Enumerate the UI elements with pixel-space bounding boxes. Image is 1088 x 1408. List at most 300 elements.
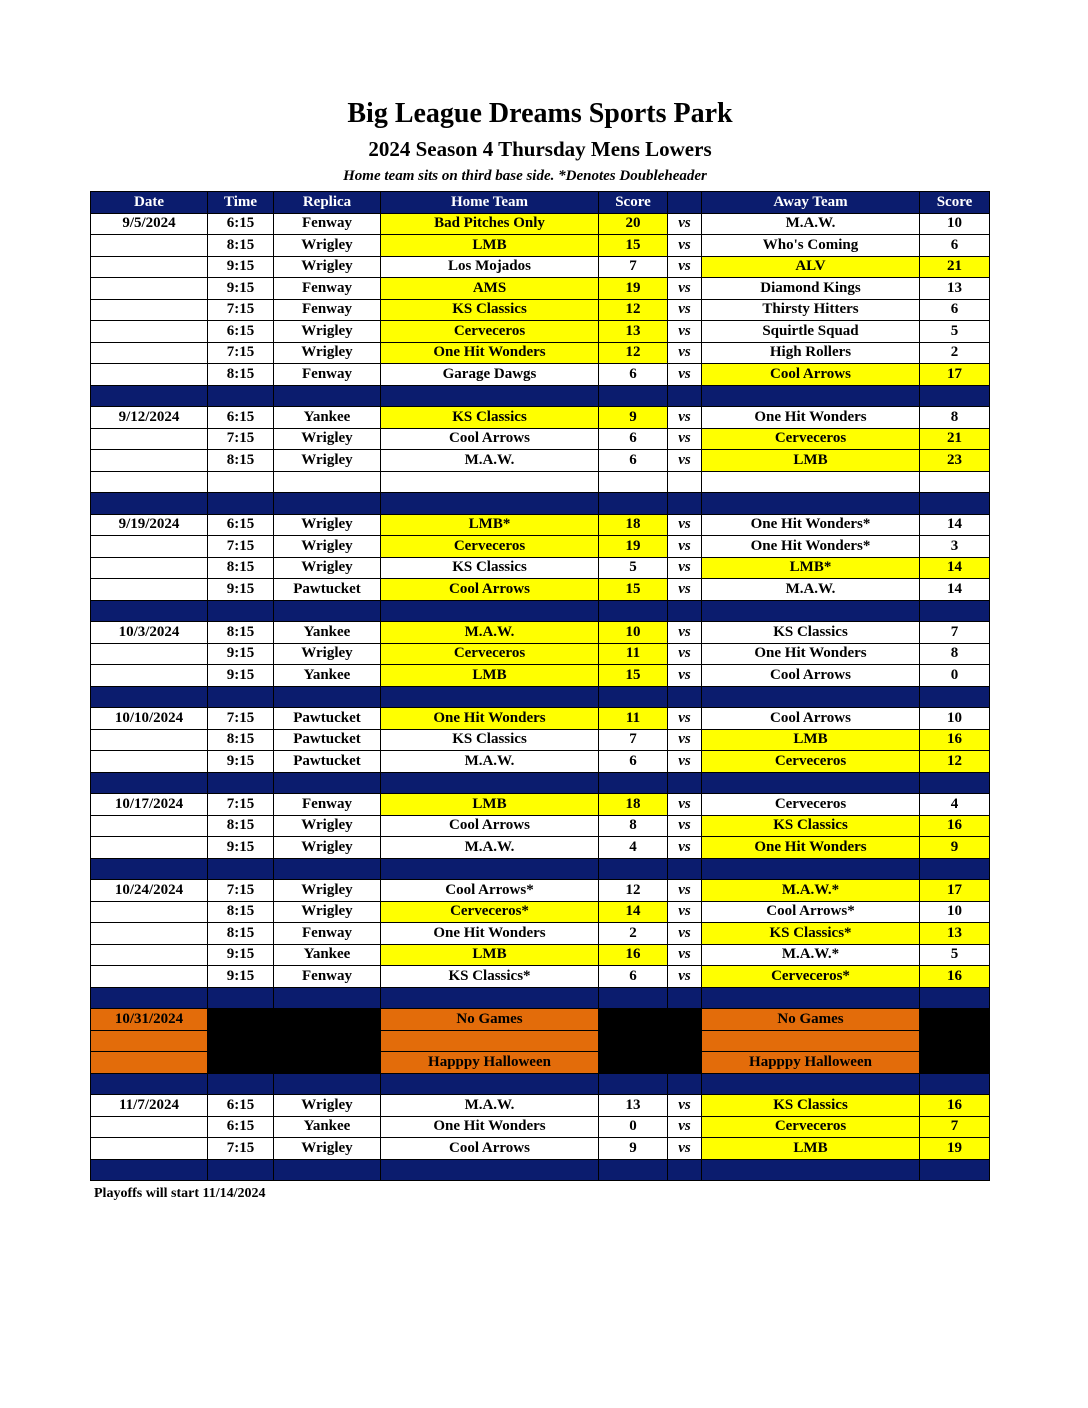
closed-cell bbox=[274, 1009, 381, 1031]
away-score: 3 bbox=[920, 536, 990, 558]
game-time: 9:15 bbox=[208, 966, 274, 988]
separator-cell bbox=[91, 1073, 208, 1095]
game-time: 7:15 bbox=[208, 708, 274, 730]
vs-label: vs bbox=[668, 815, 702, 837]
away-team: Thirsty Hitters bbox=[702, 299, 920, 321]
closed-cell bbox=[599, 1052, 668, 1074]
date-cell bbox=[91, 536, 208, 558]
away-team: LMB bbox=[702, 1138, 920, 1160]
vs-label: vs bbox=[668, 643, 702, 665]
date-cell bbox=[91, 815, 208, 837]
schedule-body bbox=[91, 213, 990, 1181]
separator-cell bbox=[274, 600, 381, 622]
home-score: 11 bbox=[599, 643, 668, 665]
home-team: M.A.W. bbox=[381, 751, 599, 773]
home-score: 0 bbox=[599, 1116, 668, 1138]
closed-cell bbox=[668, 1009, 702, 1031]
game-time: 6:15 bbox=[208, 407, 274, 429]
separator-cell bbox=[208, 493, 274, 515]
field-replica: Wrigley bbox=[274, 450, 381, 472]
game-row bbox=[91, 729, 990, 751]
away-team: Cool Arrows bbox=[702, 708, 920, 730]
game-time: 8:15 bbox=[208, 901, 274, 923]
game-row bbox=[91, 342, 990, 364]
closed-cell bbox=[208, 1052, 274, 1074]
field-replica: Pawtucket bbox=[274, 729, 381, 751]
game-row bbox=[91, 966, 990, 988]
field-replica: Wrigley bbox=[274, 321, 381, 343]
away-score: 4 bbox=[920, 794, 990, 816]
separator-cell bbox=[599, 772, 668, 794]
holiday-home-label bbox=[381, 1030, 599, 1052]
away-score: 21 bbox=[920, 428, 990, 450]
col-header-home-score: Score bbox=[599, 192, 668, 214]
separator-cell bbox=[599, 493, 668, 515]
away-score: 8 bbox=[920, 643, 990, 665]
date-cell bbox=[91, 729, 208, 751]
separator-cell bbox=[381, 1073, 599, 1095]
field-replica: Fenway bbox=[274, 794, 381, 816]
separator-cell bbox=[208, 1073, 274, 1095]
home-team: KS Classics bbox=[381, 729, 599, 751]
game-time: 8:15 bbox=[208, 815, 274, 837]
home-team: KS Classics bbox=[381, 557, 599, 579]
separator-cell bbox=[274, 1159, 381, 1181]
vs-label: vs bbox=[668, 729, 702, 751]
game-time: 7:15 bbox=[208, 880, 274, 902]
separator-cell bbox=[91, 987, 208, 1009]
blank-cell bbox=[91, 471, 208, 493]
vs-label: vs bbox=[668, 1095, 702, 1117]
separator-cell bbox=[381, 987, 599, 1009]
separator-cell bbox=[381, 858, 599, 880]
separator-cell bbox=[668, 987, 702, 1009]
game-time: 6:15 bbox=[208, 213, 274, 235]
away-score: 16 bbox=[920, 966, 990, 988]
field-replica: Wrigley bbox=[274, 815, 381, 837]
game-row bbox=[91, 708, 990, 730]
game-time: 9:15 bbox=[208, 278, 274, 300]
field-replica: Wrigley bbox=[274, 514, 381, 536]
week-separator-row bbox=[91, 987, 990, 1009]
vs-label: vs bbox=[668, 665, 702, 687]
field-replica: Fenway bbox=[274, 923, 381, 945]
away-score: 6 bbox=[920, 299, 990, 321]
vs-label: vs bbox=[668, 1138, 702, 1160]
game-time: 9:15 bbox=[208, 643, 274, 665]
away-score: 9 bbox=[920, 837, 990, 859]
vs-label: vs bbox=[668, 299, 702, 321]
vs-label: vs bbox=[668, 880, 702, 902]
home-score: 15 bbox=[599, 579, 668, 601]
away-team: One Hit Wonders bbox=[702, 643, 920, 665]
separator-cell bbox=[91, 493, 208, 515]
home-score: 9 bbox=[599, 1138, 668, 1160]
home-team: KS Classics bbox=[381, 299, 599, 321]
game-row bbox=[91, 1095, 990, 1117]
game-row bbox=[91, 1116, 990, 1138]
home-score: 18 bbox=[599, 794, 668, 816]
separator-cell bbox=[702, 493, 920, 515]
separator-cell bbox=[274, 493, 381, 515]
game-row bbox=[91, 514, 990, 536]
week-separator-row bbox=[91, 600, 990, 622]
away-team: Squirtle Squad bbox=[702, 321, 920, 343]
game-date: 11/7/2024 bbox=[91, 1095, 208, 1117]
separator-cell bbox=[208, 772, 274, 794]
game-row bbox=[91, 1138, 990, 1160]
week-separator-row bbox=[91, 858, 990, 880]
game-row bbox=[91, 256, 990, 278]
home-team: One Hit Wonders bbox=[381, 1116, 599, 1138]
date-cell bbox=[91, 278, 208, 300]
away-score: 12 bbox=[920, 751, 990, 773]
vs-label: vs bbox=[668, 235, 702, 257]
vs-label: vs bbox=[668, 901, 702, 923]
game-date: 10/3/2024 bbox=[91, 622, 208, 644]
away-score: 16 bbox=[920, 1095, 990, 1117]
separator-cell bbox=[381, 686, 599, 708]
away-score: 7 bbox=[920, 622, 990, 644]
game-row bbox=[91, 235, 990, 257]
home-team: LMB bbox=[381, 944, 599, 966]
game-time: 8:15 bbox=[208, 364, 274, 386]
away-score: 16 bbox=[920, 729, 990, 751]
game-row bbox=[91, 557, 990, 579]
home-score: 10 bbox=[599, 622, 668, 644]
holiday-row bbox=[91, 1052, 990, 1074]
field-replica: Pawtucket bbox=[274, 751, 381, 773]
home-score: 13 bbox=[599, 1095, 668, 1117]
field-replica: Wrigley bbox=[274, 1095, 381, 1117]
separator-cell bbox=[702, 686, 920, 708]
game-row bbox=[91, 428, 990, 450]
home-team: M.A.W. bbox=[381, 1095, 599, 1117]
playoffs-note: Playoffs will start 11/14/2024 bbox=[94, 1186, 266, 1201]
away-score: 17 bbox=[920, 880, 990, 902]
vs-label: vs bbox=[668, 557, 702, 579]
home-score: 6 bbox=[599, 364, 668, 386]
field-replica: Fenway bbox=[274, 966, 381, 988]
away-team: One Hit Wonders* bbox=[702, 536, 920, 558]
field-replica: Pawtucket bbox=[274, 708, 381, 730]
schedule-table bbox=[90, 191, 990, 1181]
field-replica: Wrigley bbox=[274, 1138, 381, 1160]
separator-cell bbox=[274, 772, 381, 794]
vs-label: vs bbox=[668, 923, 702, 945]
separator-cell bbox=[208, 1159, 274, 1181]
game-date: 10/10/2024 bbox=[91, 708, 208, 730]
separator-cell bbox=[920, 686, 990, 708]
away-team: KS Classics bbox=[702, 1095, 920, 1117]
date-cell bbox=[91, 643, 208, 665]
blank-cell bbox=[668, 471, 702, 493]
away-team: Cerveceros bbox=[702, 751, 920, 773]
home-team: Cool Arrows bbox=[381, 815, 599, 837]
game-date: 10/17/2024 bbox=[91, 794, 208, 816]
separator-cell bbox=[91, 1159, 208, 1181]
separator-cell bbox=[920, 1159, 990, 1181]
home-score: 11 bbox=[599, 708, 668, 730]
away-score: 19 bbox=[920, 1138, 990, 1160]
field-replica: Yankee bbox=[274, 944, 381, 966]
away-team: One Hit Wonders* bbox=[702, 514, 920, 536]
game-time: 9:15 bbox=[208, 751, 274, 773]
vs-label: vs bbox=[668, 837, 702, 859]
separator-cell bbox=[668, 600, 702, 622]
separator-cell bbox=[702, 1159, 920, 1181]
away-team: LMB* bbox=[702, 557, 920, 579]
field-replica: Yankee bbox=[274, 1116, 381, 1138]
closed-cell bbox=[208, 1009, 274, 1031]
home-score: 19 bbox=[599, 536, 668, 558]
week-separator-row bbox=[91, 686, 990, 708]
field-replica: Wrigley bbox=[274, 256, 381, 278]
home-score: 2 bbox=[599, 923, 668, 945]
blank-cell bbox=[274, 471, 381, 493]
separator-cell bbox=[920, 1073, 990, 1095]
date-cell bbox=[91, 450, 208, 472]
holiday-away-label: Happpy Halloween bbox=[702, 1052, 920, 1074]
holiday-home-label: No Games bbox=[381, 1009, 599, 1031]
vs-label: vs bbox=[668, 536, 702, 558]
game-time: 8:15 bbox=[208, 450, 274, 472]
holiday-row bbox=[91, 1009, 990, 1031]
away-team: One Hit Wonders bbox=[702, 837, 920, 859]
game-time: 7:15 bbox=[208, 536, 274, 558]
home-team: Cerveceros bbox=[381, 321, 599, 343]
closed-cell bbox=[920, 1030, 990, 1052]
away-team: Cool Arrows bbox=[702, 665, 920, 687]
field-replica: Pawtucket bbox=[274, 579, 381, 601]
holiday-away-label bbox=[702, 1030, 920, 1052]
closed-cell bbox=[208, 1030, 274, 1052]
separator-cell bbox=[208, 858, 274, 880]
home-team: Cerveceros bbox=[381, 643, 599, 665]
separator-cell bbox=[91, 772, 208, 794]
closed-cell bbox=[668, 1052, 702, 1074]
col-header-vs bbox=[668, 192, 702, 214]
game-row bbox=[91, 923, 990, 945]
home-score: 7 bbox=[599, 729, 668, 751]
game-time: 9:15 bbox=[208, 665, 274, 687]
away-score: 5 bbox=[920, 321, 990, 343]
home-score: 15 bbox=[599, 235, 668, 257]
game-row bbox=[91, 643, 990, 665]
home-score: 12 bbox=[599, 880, 668, 902]
vs-label: vs bbox=[668, 622, 702, 644]
away-team: LMB bbox=[702, 729, 920, 751]
field-replica: Wrigley bbox=[274, 880, 381, 902]
vs-label: vs bbox=[668, 966, 702, 988]
blank-cell bbox=[381, 471, 599, 493]
separator-cell bbox=[920, 987, 990, 1009]
game-time: 8:15 bbox=[208, 235, 274, 257]
page-title: Big League Dreams Sports Park bbox=[347, 98, 733, 129]
vs-label: vs bbox=[668, 944, 702, 966]
date-cell bbox=[91, 1116, 208, 1138]
away-score: 16 bbox=[920, 815, 990, 837]
home-team: Cerveceros* bbox=[381, 901, 599, 923]
vs-label: vs bbox=[668, 1116, 702, 1138]
vs-label: vs bbox=[668, 342, 702, 364]
separator-cell bbox=[274, 987, 381, 1009]
date-cell bbox=[91, 751, 208, 773]
game-row bbox=[91, 321, 990, 343]
home-team: Cool Arrows* bbox=[381, 880, 599, 902]
field-replica: Wrigley bbox=[274, 837, 381, 859]
field-replica: Wrigley bbox=[274, 901, 381, 923]
game-row bbox=[91, 751, 990, 773]
game-time: 9:15 bbox=[208, 256, 274, 278]
home-score: 12 bbox=[599, 299, 668, 321]
separator-cell bbox=[599, 858, 668, 880]
home-score: 9 bbox=[599, 407, 668, 429]
home-team: Bad Pitches Only bbox=[381, 213, 599, 235]
col-header-date: Date bbox=[91, 192, 208, 214]
game-date: 9/12/2024 bbox=[91, 407, 208, 429]
separator-cell bbox=[274, 858, 381, 880]
home-score: 20 bbox=[599, 213, 668, 235]
game-row bbox=[91, 579, 990, 601]
away-team: Who's Coming bbox=[702, 235, 920, 257]
separator-cell bbox=[702, 772, 920, 794]
home-team: One Hit Wonders bbox=[381, 923, 599, 945]
game-row bbox=[91, 794, 990, 816]
game-row bbox=[91, 880, 990, 902]
separator-cell bbox=[668, 1159, 702, 1181]
separator-cell bbox=[668, 1073, 702, 1095]
field-replica: Fenway bbox=[274, 299, 381, 321]
date-cell bbox=[91, 557, 208, 579]
field-replica: Yankee bbox=[274, 622, 381, 644]
separator-cell bbox=[208, 686, 274, 708]
closed-cell bbox=[599, 1030, 668, 1052]
game-time: 7:15 bbox=[208, 428, 274, 450]
separator-cell bbox=[208, 987, 274, 1009]
separator-cell bbox=[599, 600, 668, 622]
home-team: M.A.W. bbox=[381, 450, 599, 472]
game-row bbox=[91, 622, 990, 644]
field-replica: Fenway bbox=[274, 364, 381, 386]
home-team: Cool Arrows bbox=[381, 1138, 599, 1160]
game-time: 6:15 bbox=[208, 514, 274, 536]
field-replica: Yankee bbox=[274, 407, 381, 429]
separator-cell bbox=[381, 493, 599, 515]
date-cell bbox=[91, 837, 208, 859]
vs-label: vs bbox=[668, 794, 702, 816]
vs-label: vs bbox=[668, 450, 702, 472]
away-score: 2 bbox=[920, 342, 990, 364]
away-team: M.A.W.* bbox=[702, 944, 920, 966]
away-score: 13 bbox=[920, 923, 990, 945]
separator-cell bbox=[381, 600, 599, 622]
home-score: 19 bbox=[599, 278, 668, 300]
separator-cell bbox=[702, 600, 920, 622]
game-row bbox=[91, 450, 990, 472]
away-score: 17 bbox=[920, 364, 990, 386]
vs-label: vs bbox=[668, 514, 702, 536]
away-team: ALV bbox=[702, 256, 920, 278]
vs-label: vs bbox=[668, 579, 702, 601]
home-team: M.A.W. bbox=[381, 622, 599, 644]
home-team: LMB bbox=[381, 665, 599, 687]
date-cell bbox=[91, 256, 208, 278]
away-score: 14 bbox=[920, 579, 990, 601]
away-team: Cool Arrows bbox=[702, 364, 920, 386]
separator-cell bbox=[381, 1159, 599, 1181]
game-time: 8:15 bbox=[208, 557, 274, 579]
game-time: 9:15 bbox=[208, 944, 274, 966]
doubleheader-note: Home team sits on third base side. *Denotes Doubleheader bbox=[343, 168, 707, 184]
away-team: M.A.W.* bbox=[702, 880, 920, 902]
home-team: Los Mojados bbox=[381, 256, 599, 278]
date-cell bbox=[91, 923, 208, 945]
away-team: M.A.W. bbox=[702, 579, 920, 601]
away-score: 6 bbox=[920, 235, 990, 257]
away-team: LMB bbox=[702, 450, 920, 472]
home-score: 16 bbox=[599, 944, 668, 966]
home-team: One Hit Wonders bbox=[381, 342, 599, 364]
away-team: Cerveceros bbox=[702, 1116, 920, 1138]
separator-cell bbox=[208, 385, 274, 407]
away-score: 23 bbox=[920, 450, 990, 472]
home-score: 18 bbox=[599, 514, 668, 536]
blank-row bbox=[91, 471, 990, 493]
away-team: Cool Arrows* bbox=[702, 901, 920, 923]
game-row bbox=[91, 815, 990, 837]
date-cell bbox=[91, 665, 208, 687]
col-header-replica: Replica bbox=[274, 192, 381, 214]
date-cell bbox=[91, 321, 208, 343]
vs-label: vs bbox=[668, 278, 702, 300]
table-header-row bbox=[91, 192, 990, 214]
separator-cell bbox=[668, 385, 702, 407]
separator-cell bbox=[702, 987, 920, 1009]
separator-cell bbox=[668, 772, 702, 794]
vs-label: vs bbox=[668, 751, 702, 773]
away-team: Cerveceros bbox=[702, 428, 920, 450]
game-row bbox=[91, 665, 990, 687]
field-replica: Wrigley bbox=[274, 643, 381, 665]
col-header-time: Time bbox=[208, 192, 274, 214]
date-cell bbox=[91, 364, 208, 386]
game-date: 10/31/2024 bbox=[91, 1009, 208, 1031]
field-replica: Fenway bbox=[274, 213, 381, 235]
game-time: 6:15 bbox=[208, 1095, 274, 1117]
game-row bbox=[91, 278, 990, 300]
home-score: 13 bbox=[599, 321, 668, 343]
game-time: 6:15 bbox=[208, 321, 274, 343]
home-team: Cool Arrows bbox=[381, 579, 599, 601]
week-separator-row bbox=[91, 1073, 990, 1095]
home-team: Garage Dawgs bbox=[381, 364, 599, 386]
away-team: Cerveceros* bbox=[702, 966, 920, 988]
separator-cell bbox=[91, 385, 208, 407]
home-team: M.A.W. bbox=[381, 837, 599, 859]
game-time: 9:15 bbox=[208, 837, 274, 859]
date-cell bbox=[91, 901, 208, 923]
game-time: 9:15 bbox=[208, 579, 274, 601]
separator-cell bbox=[274, 1073, 381, 1095]
separator-cell bbox=[91, 686, 208, 708]
game-time: 7:15 bbox=[208, 1138, 274, 1160]
home-team: AMS bbox=[381, 278, 599, 300]
week-separator-row bbox=[91, 1159, 990, 1181]
home-score: 6 bbox=[599, 450, 668, 472]
away-score: 7 bbox=[920, 1116, 990, 1138]
closed-cell bbox=[920, 1009, 990, 1031]
